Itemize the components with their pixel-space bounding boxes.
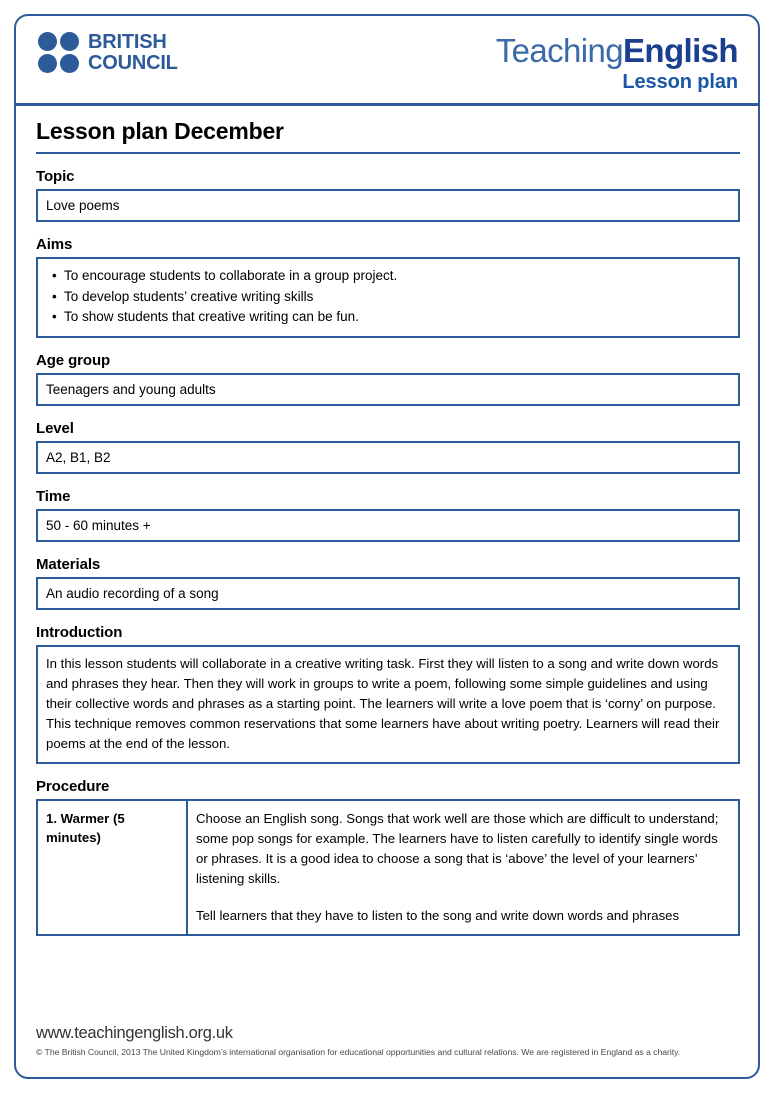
british-council-logo xyxy=(38,32,178,73)
section-topic xyxy=(36,168,740,222)
procedure-paragraph: Choose an English song. Songs that work well are those which are difficult to understand; some pop songs for example. The learners have to listen carefully to identify single words or phrases. It is a good idea to choose a song that is ‘above’ the level of your learners’ listening skills. xyxy=(196,810,719,886)
age-group-value: Teenagers and young adults xyxy=(36,373,740,406)
list-item: • To encourage students to collaborate in a group project. xyxy=(64,266,730,287)
introduction-box xyxy=(36,645,740,764)
materials-label: Materials xyxy=(36,555,101,573)
page-header xyxy=(14,14,760,106)
british-council-dots-icon xyxy=(38,32,79,73)
procedure-label: Procedure xyxy=(36,777,110,795)
section-aims xyxy=(36,236,740,338)
aims-list xyxy=(46,266,730,328)
list-item: • To show students that creative writing can be fun. xyxy=(64,307,730,328)
aims-label: Aims xyxy=(36,236,73,253)
materials-value: An audio recording of a song xyxy=(36,577,740,610)
time-value: 50 - 60 minutes + xyxy=(36,509,740,542)
section-introduction xyxy=(36,624,740,764)
product-name-light: Teaching xyxy=(495,32,624,69)
section-time xyxy=(36,488,740,542)
procedure-step-name: 1. Warmer (5 minutes) xyxy=(37,800,187,935)
level-label: Level xyxy=(36,419,74,437)
website-url[interactable]: www.teachingenglish.org.uk xyxy=(36,1024,233,1042)
page-footer xyxy=(36,1024,736,1057)
british-council-wordmark xyxy=(88,32,178,73)
time-label: Time xyxy=(36,487,71,505)
aims-box xyxy=(36,257,740,338)
brand-line-1: BRITISH xyxy=(88,31,167,53)
section-age-group xyxy=(36,352,740,406)
level-value: A2, B1, B2 xyxy=(36,441,740,474)
introduction-text: In this lesson students will collaborate in a creative writing task. First they will listen to a song and write down words and phrases they hear. Then they will work in groups to write a poem, following some simple guidelines and using their collective words and phrases as a starting point. The learners will write a love poem that is ‘corny’ on purpose. This technique removes common reservations that some learners have about writing poetry. Learners will read their poems at the end of the lesson. xyxy=(46,655,720,751)
teaching-english-wordmark xyxy=(496,34,738,68)
teaching-english-logo xyxy=(496,32,738,94)
age-group-label: Age group xyxy=(36,351,111,369)
section-materials xyxy=(36,556,740,610)
introduction-label: Introduction xyxy=(36,623,123,641)
document-body xyxy=(14,106,760,1079)
topic-label: Topic xyxy=(36,168,75,185)
procedure-table xyxy=(36,799,740,936)
section-procedure xyxy=(36,778,740,936)
procedure-step-detail xyxy=(187,800,739,935)
section-level xyxy=(36,420,740,474)
procedure-paragraph: Tell learners that they have to listen to the song and write down words and phrases xyxy=(196,907,680,923)
page-title: Lesson plan December xyxy=(36,118,740,154)
product-subtitle: Lesson plan xyxy=(622,71,738,93)
product-name-bold: English xyxy=(623,32,738,69)
table-row xyxy=(37,800,739,935)
brand-line-2: COUNCIL xyxy=(88,51,178,74)
list-item: • To develop students’ creative writing skills xyxy=(64,287,730,308)
copyright-notice: © The British Council, 2013 The United Kingdom’s international organisation for educational opportunities and cultural relations. We are registered in England as a charity. xyxy=(36,1047,681,1057)
topic-value: Love poems xyxy=(36,189,740,222)
